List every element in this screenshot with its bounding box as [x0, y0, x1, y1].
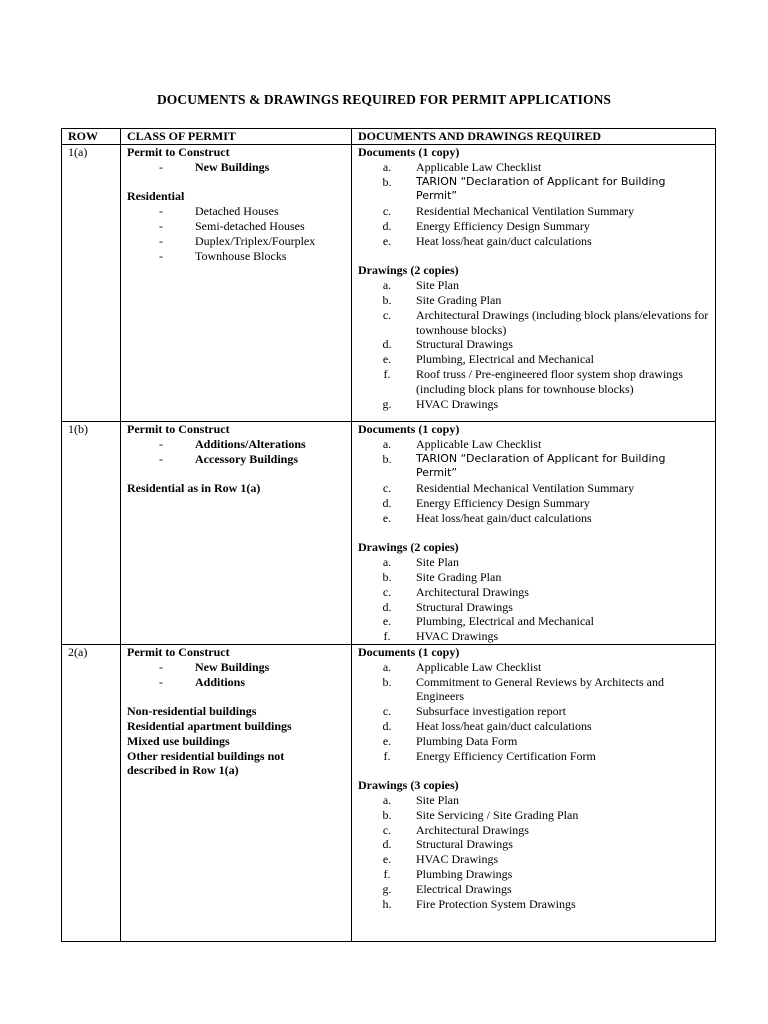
documents-cell — [352, 145, 716, 422]
class-type: Non-residential buildings — [127, 704, 257, 719]
list-item: c. Architectural Drawings (including block plans/elevations for townhouse blocks) — [382, 307, 709, 337]
row-id: 1(a) — [62, 145, 121, 422]
class-item: - New Buildings — [159, 659, 270, 674]
list-item: d. Heat loss/heat gain/duct calculations — [382, 718, 592, 733]
class-of-permit-cell — [121, 145, 352, 422]
page-title: DOCUMENTS & DRAWINGS REQUIRED FOR PERMIT APPLICATIONS — [156, 92, 612, 107]
list-item: a. Site Plan — [382, 792, 460, 807]
documents-header: Documents (1 copy) — [358, 645, 460, 659]
class-item: - Additions — [159, 674, 246, 689]
list-item: a. Applicable Law Checklist — [382, 436, 542, 451]
list-item: d. Structural Drawings — [382, 337, 513, 352]
table-row — [62, 422, 716, 645]
class-title: Permit to Construct — [127, 422, 230, 436]
list-item: e. Heat loss/heat gain/duct calculations — [382, 233, 592, 248]
list-item: e. Heat loss/heat gain/duct calculations — [382, 510, 592, 525]
section-item: - Duplex/Triplex/Fourplex — [159, 233, 316, 248]
class-type: Mixed use buildings — [127, 733, 230, 748]
list-item: f. Energy Efficiency Certification Form — [383, 748, 596, 763]
header-class: CLASS OF PERMIT — [121, 129, 352, 145]
list-item: h. Fire Protection System Drawings — [382, 896, 576, 911]
list-item: f. Roof truss / Pre-engineered floor system shop drawings (including block plans for townhouse blocks) — [383, 366, 683, 396]
list-item: a. Applicable Law Checklist — [382, 159, 542, 174]
list-item: c. Architectural Drawings — [382, 584, 529, 599]
list-item: f. HVAC Drawings — [383, 629, 499, 644]
section-item: - Detached Houses — [159, 204, 279, 219]
section-item: - Semi-detached Houses — [159, 218, 305, 233]
list-item: d. Structural Drawings — [382, 837, 513, 852]
list-item: f. Plumbing Drawings — [383, 866, 513, 881]
permit-requirements-table — [61, 128, 716, 942]
documents-cell — [352, 422, 716, 645]
class-title: Permit to Construct — [127, 145, 230, 159]
list-item: c. Residential Mechanical Ventilation Summary — [382, 481, 635, 496]
list-item: d. Energy Efficiency Design Summary — [382, 495, 590, 510]
class-type: Residential apartment buildings — [127, 718, 292, 733]
class-item: - Accessory Buildings — [159, 451, 299, 466]
list-item: e. Plumbing, Electrical and Mechanical — [382, 614, 594, 629]
class-type: Other residential buildings not described in Row 1(a) — [127, 748, 285, 778]
class-section: Residential — [127, 189, 185, 204]
table-row — [62, 645, 716, 942]
list-item: g. Electrical Drawings — [382, 881, 512, 896]
list-item: c. Subsurface investigation report — [382, 704, 566, 719]
drawings-header: Drawings (3 copies) — [358, 778, 459, 793]
documents-cell — [352, 645, 716, 942]
list-item: b. Site Servicing / Site Grading Plan — [382, 807, 579, 822]
row-id: 1(b) — [62, 422, 121, 645]
list-item: a. Site Plan — [382, 555, 460, 570]
class-note: Residential as in Row 1(a) — [127, 481, 261, 496]
list-item: c. Residential Mechanical Ventilation Summary — [382, 204, 635, 219]
list-item: e. Plumbing Data Form — [382, 733, 518, 748]
documents-header: Documents (1 copy) — [358, 422, 460, 436]
list-item: e. Plumbing, Electrical and Mechanical — [382, 352, 594, 367]
list-item: d. Structural Drawings — [382, 599, 513, 614]
section-item: - Townhouse Blocks — [159, 248, 287, 263]
class-of-permit-cell — [121, 645, 352, 942]
list-item: a. Applicable Law Checklist — [382, 659, 542, 674]
header-docs: DOCUMENTS AND DRAWINGS REQUIRED — [352, 129, 716, 145]
class-title: Permit to Construct — [127, 645, 230, 659]
class-item: - Additions/Alterations — [159, 436, 306, 451]
list-item: b. Site Grading Plan — [382, 569, 502, 584]
list-item: b. Commitment to General Reviews by Architects and Engineers — [382, 674, 664, 704]
list-item: e. HVAC Drawings — [382, 852, 499, 867]
list-item: b. TARION “Declaration of Applicant for Building Permit” — [382, 174, 666, 203]
header-row: ROW — [62, 129, 121, 145]
list-item: b. TARION “Declaration of Applicant for Building Permit” — [382, 451, 666, 480]
row-id: 2(a) — [62, 645, 121, 942]
drawings-header: Drawings (2 copies) — [358, 263, 459, 278]
documents-header: Documents (1 copy) — [358, 145, 460, 159]
class-of-permit-cell — [121, 422, 352, 645]
drawings-header: Drawings (2 copies) — [358, 540, 459, 555]
list-item: d. Energy Efficiency Design Summary — [382, 218, 590, 233]
class-item: - New Buildings — [159, 159, 270, 174]
list-item: c. Architectural Drawings — [382, 822, 529, 837]
list-item: g. HVAC Drawings — [382, 396, 499, 411]
list-item: a. Site Plan — [382, 278, 460, 293]
list-item: b. Site Grading Plan — [382, 292, 502, 307]
table-header-row — [62, 129, 716, 145]
table-row — [62, 145, 716, 422]
